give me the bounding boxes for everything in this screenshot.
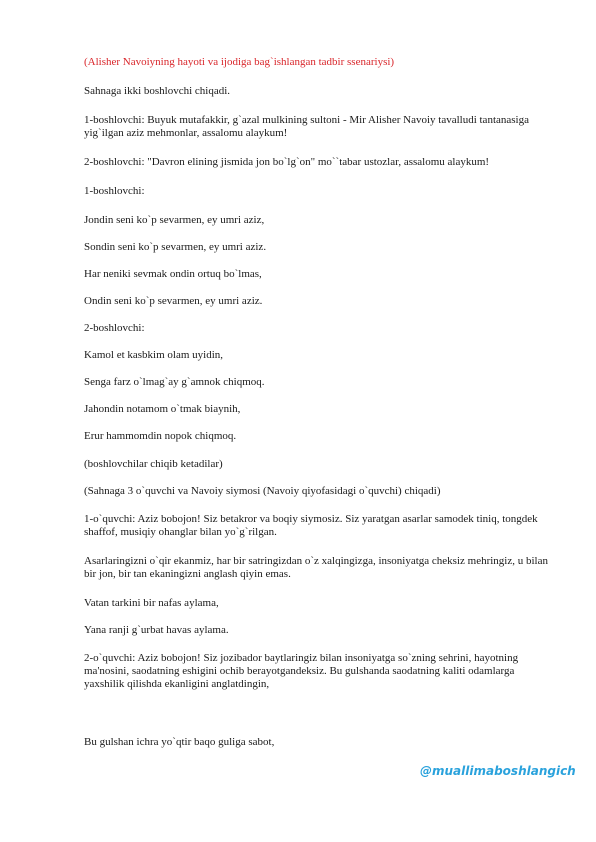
stage-direction: (boshlovchilar chiqib ketadilar) [84,458,223,470]
verse-line: Jondin seni ko`p sevarmen, ey umri aziz, [84,214,265,226]
paragraph-host1-label: 1-boshlovchi: [84,185,145,197]
verse-line: Kamol et kasbkim olam uyidin, [84,349,224,361]
verse-line: Senga farz o`lmag`ay g`amnok chiqmoq. [84,376,265,388]
paragraph-host2-greeting: 2-boshlovchi: "Davron elining jismida jon bo`lg`on" mo``tabar ustozlar, assalomu alaykum! [84,156,490,168]
verse-line: Erur hammomdin nopok chiqmoq. [84,430,237,442]
paragraph-student2: 2-o`quvchi: Aziz bobojon! Siz jozibador baytlaringiz bilan insoniyatga so`zning sehrini, hayotning ma'nosini, saodatning eshigini ochib berayotgandeksiz. Bu gulshanda saodatning kaliti odamlarga yaxshilik qilishda ekanligini anglatdingin, [84,652,519,690]
paragraph-host2-label: 2-boshlovchi: [84,322,145,334]
document-title: (Alisher Navoiyning hayoti va ijodiga bag`ishlangan tadbir ssenariysi) [84,56,395,68]
paragraph-student1-continued: Asarlaringizni o`qir ekanmiz, har bir satringizdan o`z xalqingizga, insoniyatga cheksiz mehringiz, u bilan bir jon, bir tan ekaningizni anglash qiyin emas. [84,555,548,580]
paragraph-student1: 1-o`quvchi: Aziz bobojon! Siz betakror va boqiy siymosiz. Siz yaratgan asarlar samodek tiniq, tongdek shaffof, musiqiy ohanglar bilan yo`g`rilgan. [84,513,538,538]
paragraph-stage-entry: Sahnaga ikki boshlovchi chiqadi. [84,85,231,97]
verse-line: Yana ranji g`urbat havas aylama. [84,624,229,636]
verse-line: Vatan tarkini bir nafas aylama, [84,597,219,609]
verse-line: Ondin seni ko`p sevarmen, ey umri aziz. [84,295,263,307]
paragraph-host1-greeting: 1-boshlovchi: Buyuk mutafakkir, g`azal mulkining sultoni - Mir Alisher Navoiy tavalludi tantanasiga yig`ilgan aziz mehmonlar, assalomu alaykum! [84,114,529,139]
stage-direction: (Sahnaga 3 o`quvchi va Navoiy siymosi (Navoiy qiyofasidagi o`quvchi) chiqadi) [84,485,441,497]
watermark-handle: @muallimaboshlangich [420,764,576,778]
verse-line: Jahondin notamom o`tmak biaynih, [84,403,241,415]
verse-line: Sondin seni ko`p sevarmen, ey umri aziz. [84,241,267,253]
verse-line: Bu gulshan ichra yo`qtir baqo guliga sabot, [84,736,275,748]
verse-line: Har neniki sevmak ondin ortuq bo`lmas, [84,268,262,280]
